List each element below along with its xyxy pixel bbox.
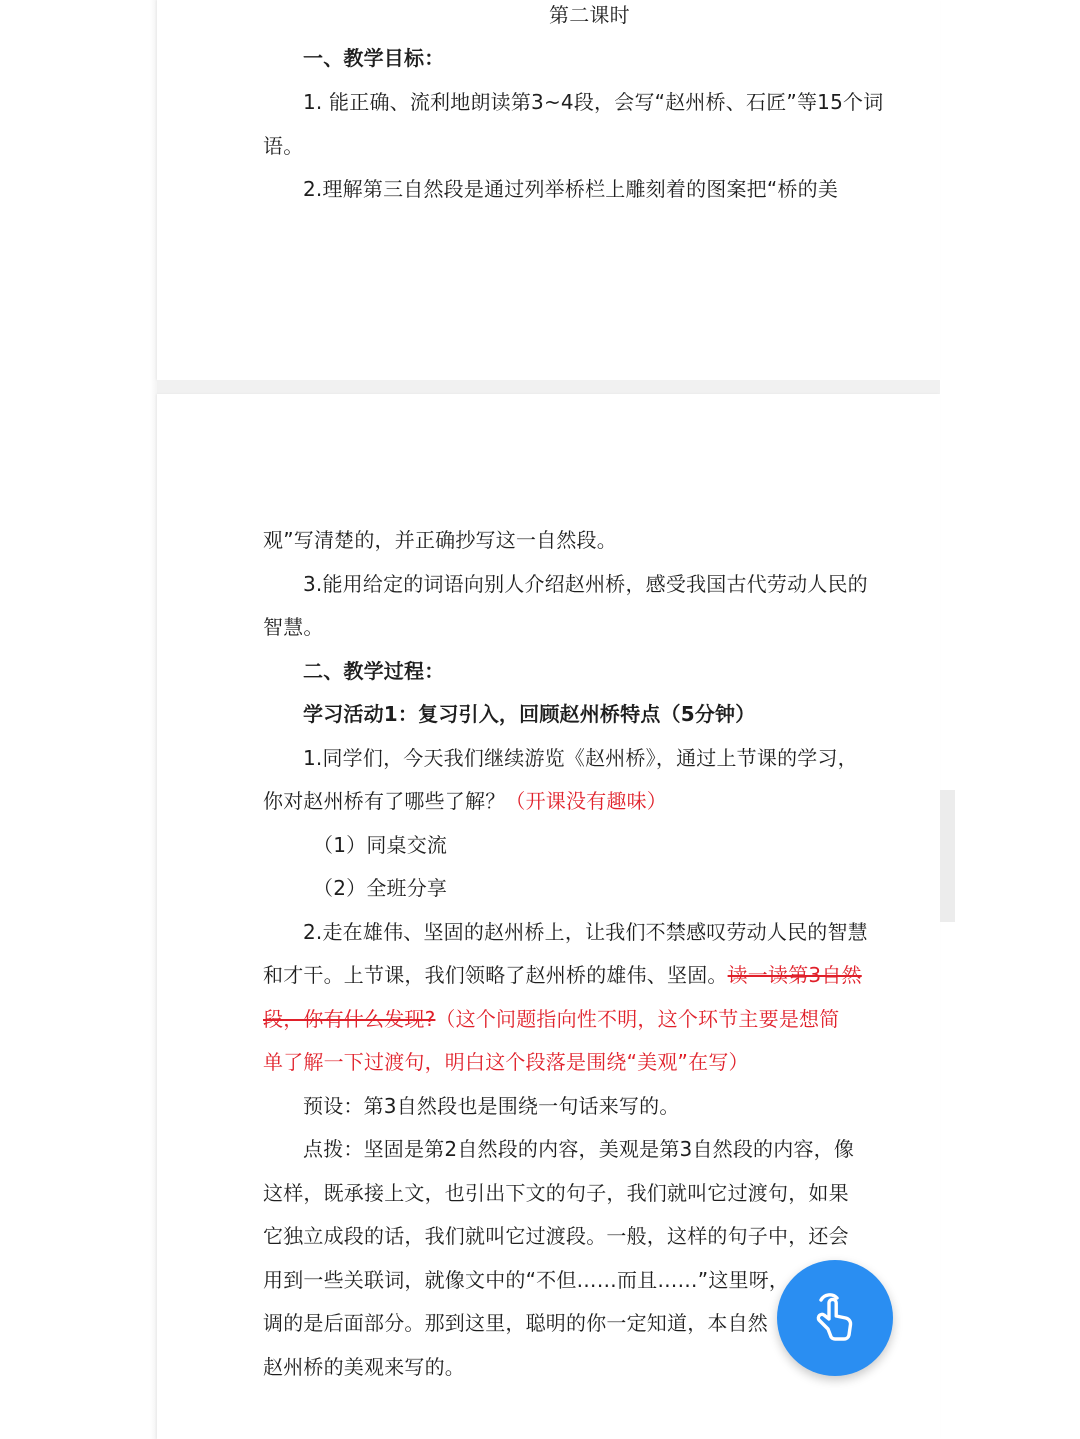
para-2-line-3 (263, 1007, 839, 1031)
para-2-line-2 (263, 963, 862, 987)
document-page-1 (157, 0, 940, 380)
heading-teaching-goals: 一、教学目标： (303, 46, 445, 70)
struck-text-1: 读一读第3自然 (727, 963, 862, 987)
preset-line: 预设：第3自然段也是围绕一句话来写的。 (303, 1094, 680, 1118)
sub-item-1: （1）同桌交流 (313, 833, 448, 857)
hint-line-4: 用到一些关联词，就像文中的“不但……而且……”这里呀， (263, 1268, 790, 1292)
goal-2-line-2: 观”写清楚的，并正确抄写这一自然段。 (263, 528, 617, 552)
sub-item-2: （2）全班分享 (313, 876, 448, 900)
goal-1-line-1: 1. 能正确、流利地朗读第3~4段，会写“赵州桥、石匠”等15个词 (303, 90, 884, 114)
para-2-line-1: 2.走在雄伟、坚固的赵州桥上，让我们不禁感叹劳动人民的智慧 (303, 920, 868, 944)
para-1-line-2 (263, 789, 667, 813)
gesture-tap-button[interactable] (777, 1260, 893, 1376)
goal-3-line-2: 智慧。 (263, 615, 324, 639)
para-2-line-2-text: 和才干。上节课，我们领略了赵州桥的雄伟、坚固。 (263, 963, 728, 987)
annotation-question-unclear-cont: 单了解一下过渡句，明白这个段落是围绕“美观”在写） (263, 1050, 749, 1074)
goal-2-line-1: 2.理解第三自然段是通过列举桥栏上雕刻着的图案把“桥的美 (303, 177, 839, 201)
scrollbar-thumb[interactable] (940, 790, 955, 922)
heading-teaching-process: 二、教学过程： (303, 659, 445, 683)
goal-1-line-2: 语。 (263, 134, 304, 158)
hint-line-1: 点拨：坚固是第2自然段的内容，美观是第3自然段的内容，像 (303, 1137, 855, 1161)
hint-line-6: 赵州桥的美观来写的。 (263, 1355, 465, 1379)
page-edge-shadow (150, 0, 157, 1439)
hint-line-2: 这样，既承接上文，也引出下文的句子，我们就叫它过渡句，如果 (263, 1181, 849, 1205)
annotation-question-unclear: （这个问题指向性不明，这个环节主要是想简 (435, 1007, 840, 1031)
activity-1-heading: 学习活动1：复习引入，回顾赵州桥特点（5分钟） (303, 702, 756, 726)
para-1-line-1: 1.同学们，今天我们继续游览《赵州桥》，通过上节课的学习， (303, 746, 858, 770)
para-1-line-2-text: 你对赵州桥有了哪些了解？ (263, 789, 506, 813)
lesson-title: 第二课时 (549, 3, 630, 27)
annotation-no-interest: （开课没有趣味） (505, 789, 668, 813)
page-gap (157, 380, 940, 394)
hint-line-5: 调的是后面部分。那到这里，聪明的你一定知道，本自然 (263, 1311, 768, 1335)
hand-tap-icon (804, 1287, 866, 1349)
hint-line-3: 它独立成段的话，我们就叫它过渡段。一般，这样的句子中，还会 (263, 1224, 849, 1248)
struck-text-2: 段，你有什么发现? (263, 1007, 436, 1031)
goal-3-line-1: 3.能用给定的词语向别人介绍赵州桥，感受我国古代劳动人民的 (303, 572, 868, 596)
